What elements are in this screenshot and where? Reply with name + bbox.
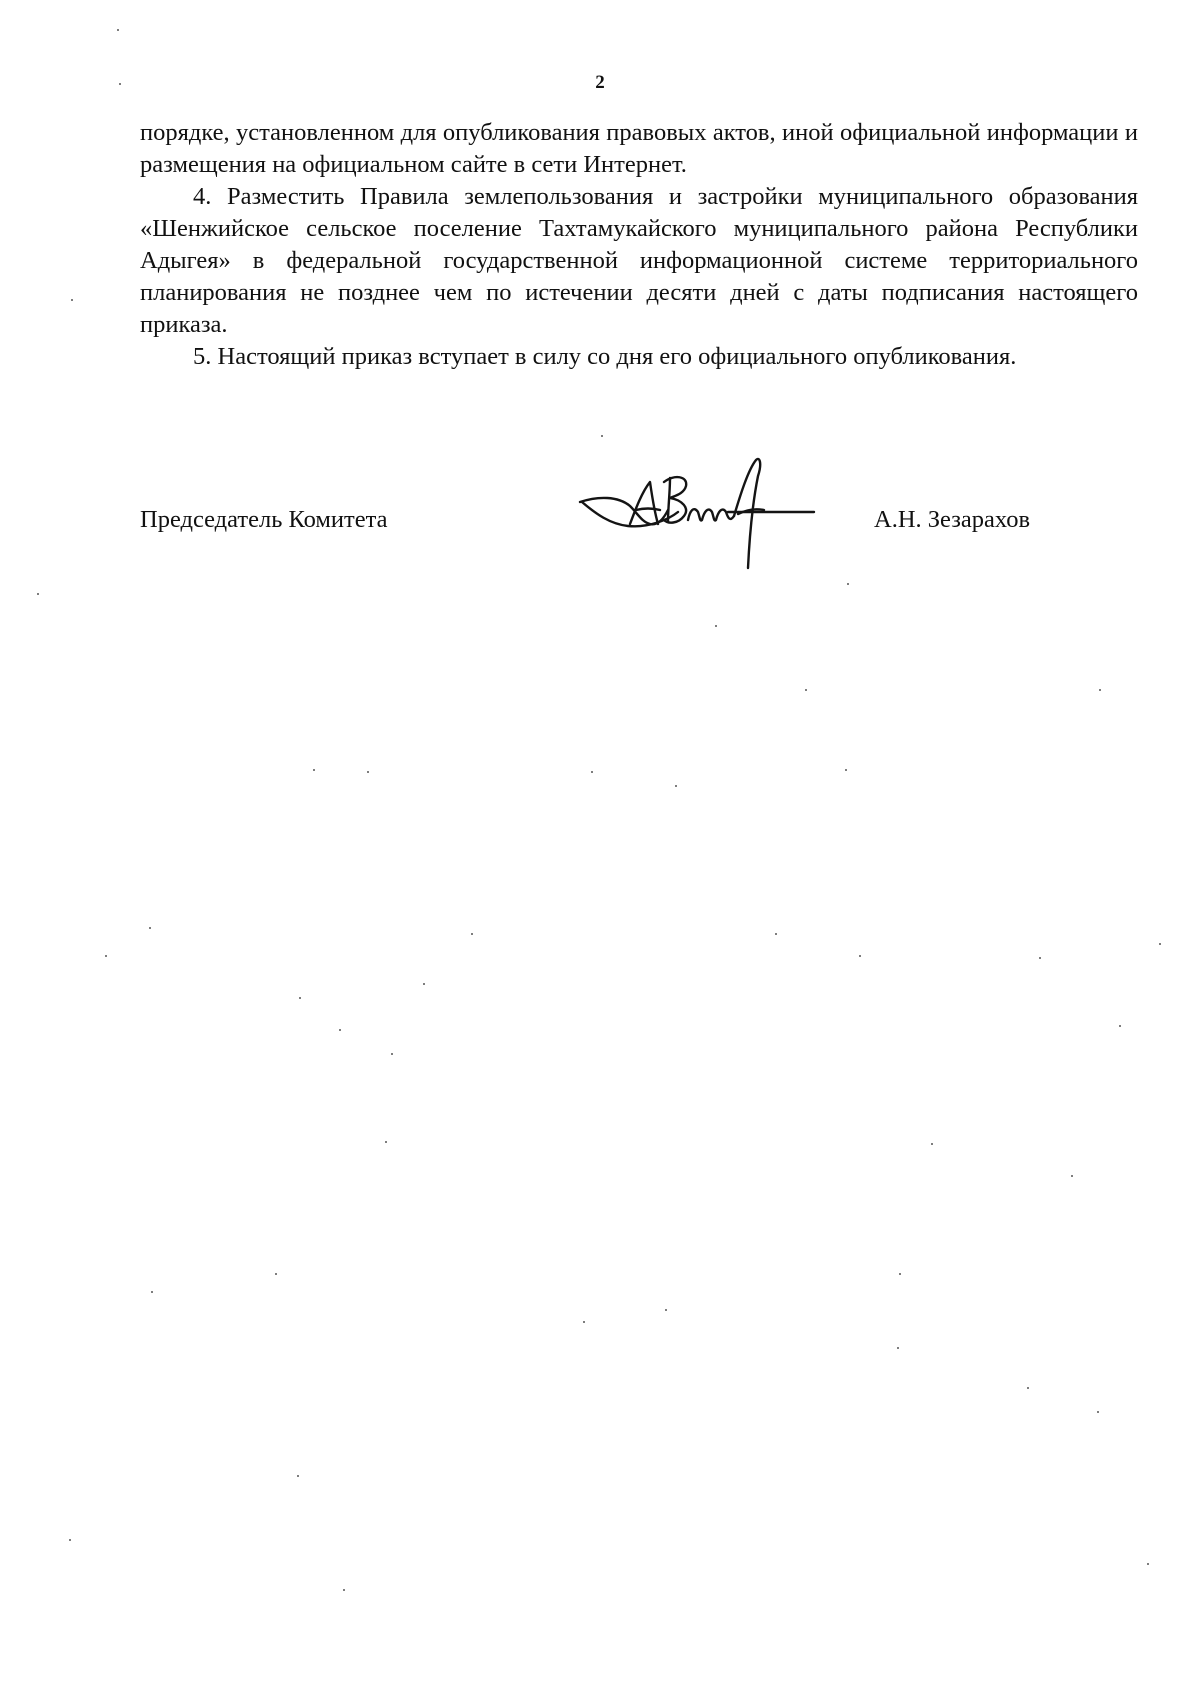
signatory-title: Председатель Комитета <box>140 506 388 533</box>
page-number: 2 <box>595 72 605 93</box>
paragraph-item-5: 5. Настоящий приказ вступает в силу со дня его официального опубликования. <box>193 343 1017 370</box>
signatory-name: А.Н. Зезарахов <box>874 506 1031 533</box>
paragraph-item-4: 4. Разместить Правила землепользования и застройки муниципального образования «Шенжийское сельское поселение Тахтамукайского муниципального района Республики Адыгея» в федеральной государственной информационной системе территориального планирования не позднее чем по истечении десяти дней с даты подписания настоящего приказа. <box>140 183 1138 338</box>
paragraph-continuation: порядке, установленном для опубликования правовых актов, иной официальной информации и размещения на официальном сайте в сети Интернет. <box>140 119 1138 178</box>
